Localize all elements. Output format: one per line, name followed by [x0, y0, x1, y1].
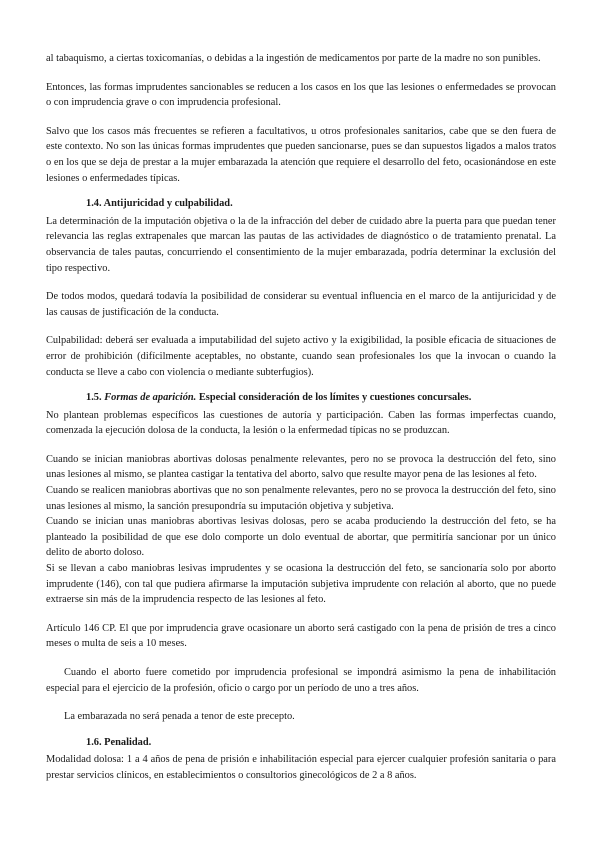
paragraph: No plantean problemas específicos las cuestiones de autoría y participación. Caben las formas imperfectas cuando, comenzada la ejecución dolosa de la conducta, la lesión o la enfermedad típicas no se produzcan.	[46, 409, 556, 437]
article-text: Cuando el aborto fuere cometido por imprudencia profesional se impondrá asimismo la pena de inhabilitación especial para el ejercicio de la profesión, oficio o cargo por un período de uno a tres años.	[46, 667, 556, 694]
heading-emphasis: Formas de aparición.	[104, 392, 197, 404]
paragraph: Cuando se realicen maniobras abortivas que no son penalmente relevantes, pero no se provoca la destrucción del feto, sino unas lesiones al mismo, la sanción presupondría su imputación objetiva y subjetiva.	[46, 485, 556, 512]
article-text: Artículo 146 CP. El que por imprudencia grave ocasionare un aborto será castigado con la pena de prisión de tres a cinco meses o multa de seis a 10 meses.	[46, 622, 556, 650]
paragraph: Cuando se inician maniobras abortivas dolosas penalmente relevantes, pero no se provoca la destrucción del feto, sino unas lesiones al mismo, se plantea castigar la tentativa del aborto, salvo que resulte mayor pena de las lesiones al feto.	[46, 453, 556, 481]
section-heading-antijuricidad: 1.4. Antijuricidad y culpabilidad.	[86, 198, 233, 210]
heading-number: 1.5.	[86, 392, 105, 404]
article-text: La embarazada no será penada a tenor de este precepto.	[64, 711, 295, 723]
paragraph: Culpabilidad: deberá ser evaluada a imputabilidad del sujeto activo y la exigibilidad, la posible eficacia de situaciones de error de prohibición (difícilmente aceptables, no obstante, cuando sean profesionales los que la invocan o cuando la conducta se lleve a cabo con violencia o mediante subterfugios).	[46, 335, 556, 378]
section-heading-formas-aparicion	[46, 390, 556, 406]
paragraph: Cuando se inician unas maniobras abortivas lesivas dolosas, pero se acaba produciendo la destrucción del feto, se ha planteado la posibilidad de que ese dolo comporte un dolo eventual de abortar, que permitiría sancionar por un único delito de aborto doloso.	[46, 516, 556, 559]
paragraph: Si se llevan a cabo maniobras lesivas imprudentes y se ocasiona la destrucción del feto, se sancionaría solo por aborto imprudente (146), con tal que pudiera afirmarse la imputación subjetiva imprudente con relación al aborto, que no puede extraerse sin más de la imprudencia respecto de las lesiones al feto.	[46, 563, 556, 606]
paragraph: La determinación de la imputación objetiva o la de la infracción del deber de cuidado abre la puerta para que puedan tener relevancia las reglas extrapenales que marcan las pautas de las actividades de diagnóstico o de tratamiento prenatal. La observancia de tales pautas, concurriendo el consentimiento de la mujer embarazada, podría determinar la exclusión del tipo respectivo.	[46, 215, 556, 274]
section-heading-penalidad: 1.6. Penalidad.	[86, 736, 152, 748]
heading-rest: Especial consideración de los límites y cuestiones concursales.	[196, 392, 472, 404]
paragraph: al tabaquismo, a ciertas toxicomanías, o debidas a la ingestión de medicamentos por parte de la madre no son punibles.	[46, 53, 541, 64]
paragraph: Entonces, las formas imprudentes sancionables se reducen a los casos en los que las lesiones o enfermedades se provocan o con imprudencia grave o con imprudencia profesional.	[46, 81, 556, 109]
paragraph: Salvo que los casos más frecuentes se refieren a facultativos, u otros profesionales sanitarios, cabe que se den fuera de este contexto. No son las únicas formas imprudentes que pueden sancionarse, pues se dan supuestos ligados a malos tratos o en los que se deja de prestar a la mujer embarazada la atención que requiere el desarrollo del feto, ocasionándose en este lesiones o enfermedades típicas.	[46, 125, 556, 184]
paragraph: Modalidad dolosa: 1 a 4 años de pena de prisión e inhabilitación especial para ejercer cualquier profesión sanitaria o para prestar servicios clínicos, en establecimientos o consultorios ginecológicos de 2 a 8 años.	[46, 754, 556, 781]
paragraph: De todos modos, quedará todavía la posibilidad de considerar su eventual influencia en el marco de la antijuricidad y de las causas de justificación de la conducta.	[46, 291, 556, 318]
